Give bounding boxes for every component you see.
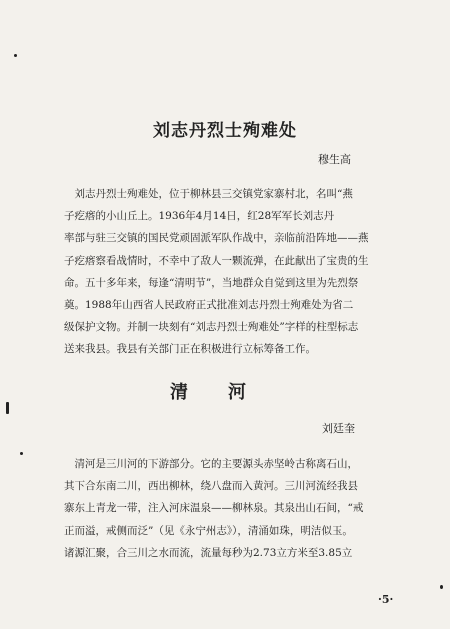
paragraph-line: 命。五十多年来，每逢“清明节”，当地群众自觉到这里为先烈祭 — [64, 276, 359, 289]
scan-speck — [20, 452, 23, 455]
scan-speck — [440, 585, 443, 589]
paragraph-line: 奠。1988年山西省人民政府正式批准刘志丹烈士殉难处为省二 — [64, 299, 354, 312]
paragraph-line: 率部与驻三交镇的国民党顽固派军队作战中，亲临前沿阵地——燕 — [64, 232, 369, 245]
paragraph-line: 子疙瘩的小山丘上。1936年4月14日，红28军军长刘志丹 — [64, 210, 335, 223]
paragraph-line: 其下合东南二川，西出柳林，绕八盘而入黄河。三川河流经我县 — [64, 480, 358, 493]
article-title: 刘志丹烈士殉难处 — [153, 121, 297, 141]
section-body — [64, 453, 404, 564]
article-author: 穆生高 — [318, 153, 351, 166]
scan-speck — [6, 402, 9, 414]
paragraph-line: 寨东上青龙一带，注入河床温泉——柳林泉。其泉出山石间，“戒 — [64, 502, 364, 515]
paragraph-line: 送来我县。我县有关部门正在积极进行立标筹备工作。 — [64, 343, 316, 356]
paragraph-line: 级保护文物。并制一块刻有“刘志丹烈士殉难处”字样的柱型标志 — [64, 321, 359, 334]
paragraph-line: 刘志丹烈士殉难处，位于柳林县三交镇党家寨村北，名叫“燕 — [64, 188, 353, 200]
section-author: 刘廷奎 — [322, 422, 355, 435]
scan-speck — [14, 54, 17, 57]
paragraph-line: 子疙瘩察看战情时，不幸中了敌人一颗流弹，在此献出了宝贵的生 — [64, 254, 369, 267]
page-number: ·5· — [378, 593, 394, 606]
paragraph-line: 正而溢，戒侧而泛”（见《永宁州志》），清涌如珠，明洁似玉。 — [64, 524, 353, 537]
paragraph-line: 清河是三川河的下游部分。它的主要源头赤坚岭古称离石山， — [64, 458, 358, 470]
section-title: 清河 — [170, 382, 286, 403]
article-body — [64, 183, 404, 361]
paragraph-line: 诸源汇聚，合三川之水而流，流量每秒为2.73立方米至3.85立 — [64, 546, 353, 559]
